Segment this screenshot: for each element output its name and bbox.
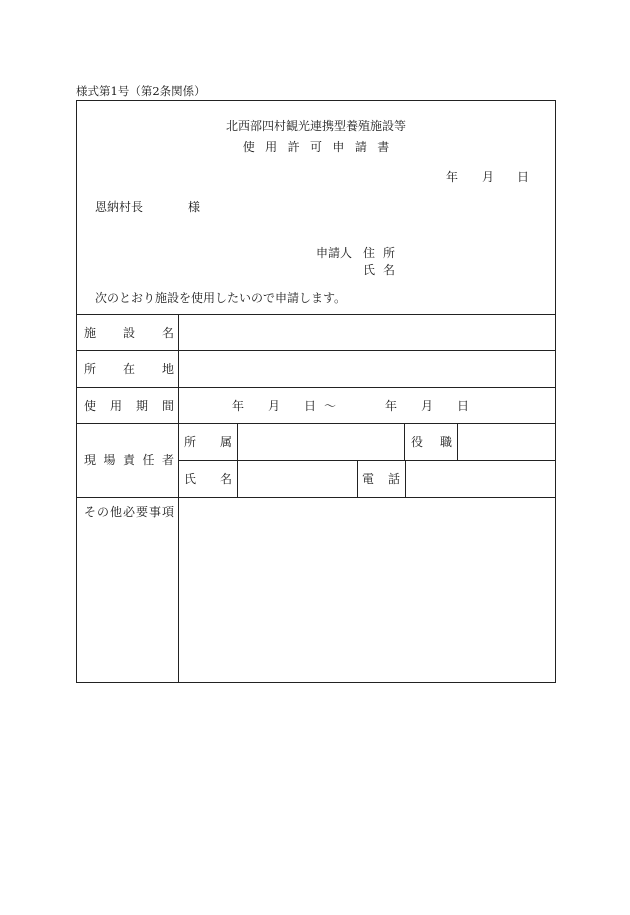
applicant-name-label: 氏 名 — [363, 263, 396, 277]
position-left-rule — [404, 423, 405, 460]
period-tilde: 〜 — [324, 399, 337, 413]
phone-left-rule — [357, 460, 358, 497]
date-month-label: 月 — [482, 170, 495, 184]
position-field[interactable] — [458, 424, 555, 460]
person-name-label: 氏 名 — [184, 472, 232, 486]
form-number: 様式第1号（第2条関係） — [76, 84, 206, 98]
applicant-address-label: 住 所 — [363, 246, 396, 260]
affiliation-label: 所 属 — [184, 435, 232, 449]
date-year-label: 年 — [446, 170, 459, 184]
other-matters-label: その他必要事項 — [84, 505, 174, 519]
period-from-day: 日 — [304, 399, 317, 413]
period-from-year: 年 — [232, 399, 245, 413]
other-matters-field[interactable] — [179, 498, 555, 682]
application-statement: 次のとおり施設を使用したいので申請します。 — [95, 291, 347, 305]
period-from-month: 月 — [268, 399, 281, 413]
location-field[interactable] — [179, 351, 555, 387]
location-label: 所 在 地 — [84, 362, 174, 376]
form-title-line2: 使 用 許 可 申 請 書 — [242, 140, 390, 154]
phone-field[interactable] — [406, 461, 555, 497]
period-to-month: 月 — [421, 399, 434, 413]
addressee: 恩納村長 — [95, 200, 144, 214]
date-day-label: 日 — [517, 170, 530, 184]
phone-label: 電 話 — [362, 472, 400, 486]
person-name-field[interactable] — [238, 461, 357, 497]
addressee-honorific: 様 — [188, 200, 201, 214]
facility-name-label: 施 設 名 — [84, 326, 174, 340]
position-label: 役 職 — [411, 435, 452, 449]
usage-period-label: 使 用 期 間 — [84, 399, 174, 413]
affiliation-field[interactable] — [238, 424, 404, 460]
site-manager-label: 現 場 責 任 者 — [84, 453, 174, 467]
row-rule-2 — [76, 387, 556, 388]
applicant-label: 申請人 — [316, 246, 353, 260]
period-to-day: 日 — [457, 399, 470, 413]
period-to-year: 年 — [385, 399, 398, 413]
facility-name-field[interactable] — [179, 315, 555, 350]
form-title-line1: 北西部四村観光連携型養殖施設等 — [225, 119, 406, 133]
